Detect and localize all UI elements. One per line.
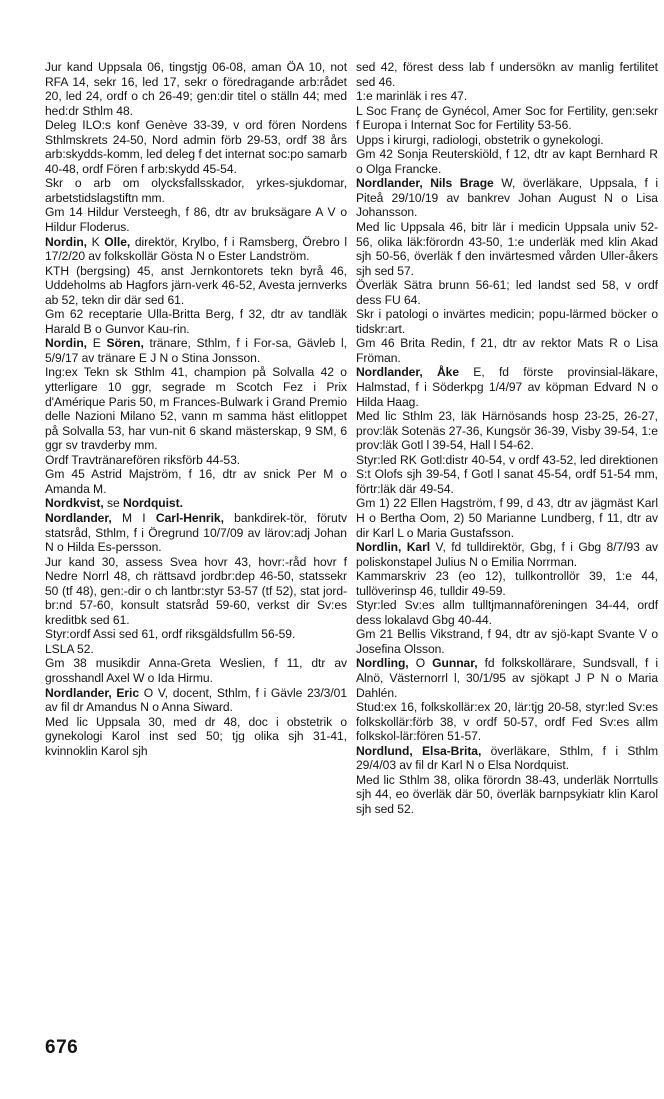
- entry-text: bankdirek-tör, förutv statsråd, Sthlm, f i Öregrund 10/7/09 av lärov:adj Johan N o Hilda Es-persson.: [45, 510, 348, 555]
- entry-paragraph: [45, 336, 347, 365]
- entry-paragraph: [356, 147, 658, 176]
- entry-name: Olle,: [104, 234, 131, 249]
- entry-text: O: [408, 656, 433, 671]
- entry-text: Gm 46 Brita Redin, f 21, dtr av rektor Mats R o Lisa Fröman.: [356, 336, 658, 365]
- entry-name: Nordling,: [356, 656, 409, 671]
- entry-text: Upps i kirurgi, radiologi, obstetrik o gynekologi.: [356, 132, 604, 147]
- entry-text: sed 42, förest dess lab f undersökn av manlig fertilitet sed 46.: [356, 60, 658, 89]
- entry-paragraph: [45, 365, 347, 452]
- entry-paragraph: [356, 496, 658, 540]
- entry-text: Gm 62 receptarie Ulla-Britta Berg, f 32, dtr av tandläk Harald B o Gunvor Kau-rin.: [45, 307, 347, 336]
- entry-paragraph: [45, 118, 347, 176]
- entry-paragraph: [356, 336, 658, 365]
- entry-name: Nordkvist,: [45, 496, 104, 511]
- entry-paragraph: [356, 598, 658, 627]
- entry-paragraph: [45, 656, 347, 685]
- entry-text: O V, docent, Sthlm, f i Gävle 23/3/01 av fil dr Amandus N o Anna Siward.: [45, 685, 348, 715]
- entry-text: L Soc Franç de Gynécol, Amer Soc for Fertility, gen:sekr f Europa i Internat Soc for Fertility 53-56.: [356, 103, 658, 133]
- entry-text: LSLA 52.: [45, 641, 94, 656]
- entry-paragraph: [45, 555, 347, 628]
- entry-name: Nordquist.: [122, 496, 183, 511]
- entry-paragraph: [45, 235, 347, 264]
- entry-text: överläkare, Sthlm, f i Sthlm 29/4/03 av fil dr Karl N o Elsa Nordquist.: [356, 743, 658, 773]
- entry-paragraph: [356, 627, 658, 656]
- entry-paragraph: [356, 365, 658, 409]
- entry-paragraph: [356, 409, 658, 453]
- entry-text: Skr o arb om olycksfallsskador, yrkes-sjukdomar, arbetstidslagstiftn mm.: [45, 176, 347, 205]
- entry-name: Nordlander, Åke: [356, 365, 459, 380]
- entry-text: Deleg ILO:s konf Genève 33-39, v ord fören Nordens Sthlmskrets 24-50, Nord admin förb 29-53, ordf 38 års arb:skydds-komm, led deleg f det internat soc:po samarb 40-48, ordf Fören f arb:skydd 45-54.: [45, 118, 347, 176]
- entry-paragraph: [45, 511, 347, 555]
- entry-text: Styr:ordf Assi sed 61, ordf riksgäldsfullm 56-59.: [45, 627, 296, 642]
- entry-name: Nordlander, Eric: [45, 685, 140, 700]
- entry-name: Sören,: [106, 336, 144, 351]
- entry-text: Överläk Sätra brunn 56-61; led landst sed 58, v ordf dess FU 64.: [356, 278, 658, 307]
- entry-text: W, överläkare, Uppsala, f i Piteå 29/10/19 av bankrev Johan August N o Lisa Johansson.: [356, 176, 658, 220]
- left-column: [45, 60, 347, 758]
- entry-paragraph: [45, 205, 347, 234]
- entry-text: se: [103, 496, 123, 511]
- entry-text: Styr:led RK Gotl:distr 40-54, v ordf 43-52, led direktionen S:t Olofs sjh 39-54, f Gotl l sanat 45-54, ordf 51-54 mm, förtr:läk där 49-54.: [356, 452, 658, 496]
- entry-text: Jur kand 30, assess Svea hovr 43, hovr:-råd hovr f Nedre Norrl 48, ch rättsavd jordbr:dep 46-50, statssekr 50 (tf 48), gen:-dir o ch lantbr:styr 53-57 (tf 52), stat jord-br:nd 57-60, konsult statsråd 59-60, verkst dir Sv:es kreditbk sed 61.: [45, 554, 347, 627]
- entry-text: Jur kand Uppsala 06, tingstjg 06-08, aman ÖA 10, not RFA 14, sekr 16, led 17, sekr o föredragande arb:rådet 20, led 24, ordf o ch 26-49; gen:dir titel o ställn 44; med hed:dr Sthlm 48.: [45, 60, 347, 118]
- entry-name: Gunnar,: [432, 656, 478, 671]
- entry-paragraph: [356, 89, 658, 104]
- entry-text: E: [86, 336, 107, 351]
- entry-paragraph: [356, 104, 658, 133]
- entry-paragraph: [356, 278, 658, 307]
- entry-name: Nordlander,: [45, 510, 112, 525]
- entry-text: Kammarskriv 23 (eo 12), tullkontrollör 39, 1:e 44, tullöverinsp 46, tulldir 49-59.: [356, 569, 658, 598]
- entry-paragraph: [356, 220, 658, 278]
- entry-name: Nordlund, Elsa-Brita,: [356, 743, 482, 758]
- entry-paragraph: [45, 715, 347, 759]
- entry-paragraph: [45, 176, 347, 205]
- entry-text: M I: [111, 510, 156, 525]
- entry-text: Styr:led Sv:es allm tulltjmannaföreningen 34-44, ordf dess lokalavd Gbg 40-44.: [356, 598, 658, 627]
- right-column: [356, 60, 658, 816]
- entry-text: Med lic Uppsala 30, med dr 48, doc i obstetrik o gynekologi Karol inst sed 50; tjg olika sjh 31-41, kvinnoklin Karol sjh: [45, 714, 347, 758]
- entry-text: Gm 14 Hildur Versteegh, f 86, dtr av bruksägare A V o Hildur Floderus.: [45, 205, 347, 235]
- entry-text: Stud:ex 16, folkskollär:ex 20, lär:tjg 20-58, styr:led Sv:es folkskollär:förb 38, v ordf 50-57, ordf Fed Sv:es allm folkskol-lär:fören 51-57.: [356, 700, 658, 744]
- entry-text: direktör, Krylbo, f i Ramsberg, Örebro l 17/2/20 av folkskollär Gösta N o Ester Landström.: [45, 234, 347, 264]
- entry-paragraph: [45, 307, 347, 336]
- entry-paragraph: [356, 773, 658, 817]
- entry-text: Med lic Sthlm 23, läk Härnösands hosp 23-25, 26-27, prov:läk Sotenäs 27-36, Kungsör 36-39, Visby 39-54, 1:e prov:läk Gotl l 39-54, Hall l 54-62.: [356, 409, 658, 453]
- entry-paragraph: [45, 642, 347, 657]
- entry-paragraph: [45, 264, 347, 308]
- entry-text: Gm 42 Sonja Reuterskiöld, f 12, dtr av kapt Bernhard R o Olga Francke.: [356, 147, 658, 176]
- entry-name: Nordin,: [45, 336, 87, 351]
- entry-text: KTH (bergsing) 45, anst Jernkontorets tekn byrå 46, Uddeholms ab Hagfors järn-verk 46-52, Avesta jernverks ab 52, tekn dir där sed 61.: [45, 263, 347, 307]
- entry-paragraph: [356, 176, 658, 220]
- entry-text: K: [86, 234, 105, 249]
- entry-name: Carl-Henrik,: [155, 510, 224, 525]
- entry-text: Gm 38 musikdir Anna-Greta Weslien, f 11, dtr av grosshandl Axel W o Ida Hirmu.: [45, 656, 347, 685]
- entry-paragraph: [356, 60, 658, 89]
- entry-text: Med lic Uppsala 46, bitr lär i medicin Uppsala univ 52-56, olika läk:förordn 43-50, 1:e underläk med klin Akad sjh 50-56, överläk f den invärtesmed vården Uller-åkers sjh sed 57.: [356, 220, 658, 278]
- entry-paragraph: [45, 467, 347, 496]
- entry-paragraph: [356, 307, 658, 336]
- entry-text: Ing:ex Tekn sk Sthlm 41, champion på Solvalla 42 o ytterligare 10 ggr, segrade m Scotch Fez i Prix d'Amérique Paris 50, m Frances-Bulwark i Grand Premio delle Nazioni Milano 52, vann m samma häst elitloppet på Solvalla 53, har vun-nit 6 skand mästerskap, 9 SM, 6 ggr sv travderby mm.: [45, 365, 347, 453]
- page-number: 676: [45, 1037, 79, 1058]
- entry-text: V, fd tulldirektör, Gbg, f i Gbg 8/7/93 av poliskonstapel Julius N o Emilia Norrman.: [356, 540, 658, 569]
- entry-text: tränare, Sthlm, f i For-sa, Gävleb l, 5/9/17 av tränare E J N o Stina Jonsson.: [45, 336, 347, 365]
- entry-text: fd folkskollärare, Sundsvall, f i Alnö, Västernorrl l, 30/1/95 av sjökapt J P N o Maria Dahlén.: [356, 656, 659, 700]
- entry-paragraph: [356, 133, 658, 148]
- entry-paragraph: [45, 496, 347, 511]
- entry-paragraph: [45, 453, 347, 468]
- entry-text: 1:e marinläk i res 47.: [356, 89, 468, 104]
- entry-paragraph: [356, 744, 658, 773]
- entry-paragraph: [356, 656, 658, 700]
- entry-text: Skr i patologi o invärtes medicin; popu-lärmed böcker o tidskr:art.: [356, 307, 658, 336]
- entry-text: Gm 45 Astrid Majström, f 16, dtr av snick Per M o Amanda M.: [45, 467, 347, 496]
- entry-name: Nordlin, Karl: [356, 540, 431, 555]
- entry-paragraph: [356, 569, 658, 598]
- entry-text: Ordf Travtränarefören riksförb 44-53.: [45, 452, 241, 467]
- entry-paragraph: [45, 60, 347, 118]
- entry-name: Nordin,: [45, 234, 87, 249]
- entry-paragraph: [45, 686, 347, 715]
- entry-paragraph: [356, 700, 658, 744]
- entry-name: Nordlander, Nils Brage: [356, 176, 494, 191]
- entry-text: Gm 1) 22 Ellen Hagström, f 99, d 43, dtr av jägmäst Karl H o Bertha Oom, 2) 50 Marianne Lundberg, f 11, dtr av dir Karl L o Maria Gustafsson.: [356, 496, 658, 540]
- entry-paragraph: [356, 540, 658, 569]
- entry-text: Gm 21 Bellis Vikstrand, f 94, dtr av sjö-kapt Svante V o Josefina Olsson.: [356, 627, 658, 656]
- entry-text: E, fd förste provinsial-läkare, Halmstad, f i Söderkpg 1/4/97 av köpman Edvard N o Hilda Haag.: [356, 365, 658, 409]
- entry-paragraph: [356, 453, 658, 497]
- entry-text: Med lic Sthlm 38, olika förordn 38-43, underläk Norrtulls sjh 44, eo överläk där 50, överläk barnpsykiatr klin Karol sjh sed 52.: [356, 772, 658, 816]
- entry-paragraph: [45, 627, 347, 642]
